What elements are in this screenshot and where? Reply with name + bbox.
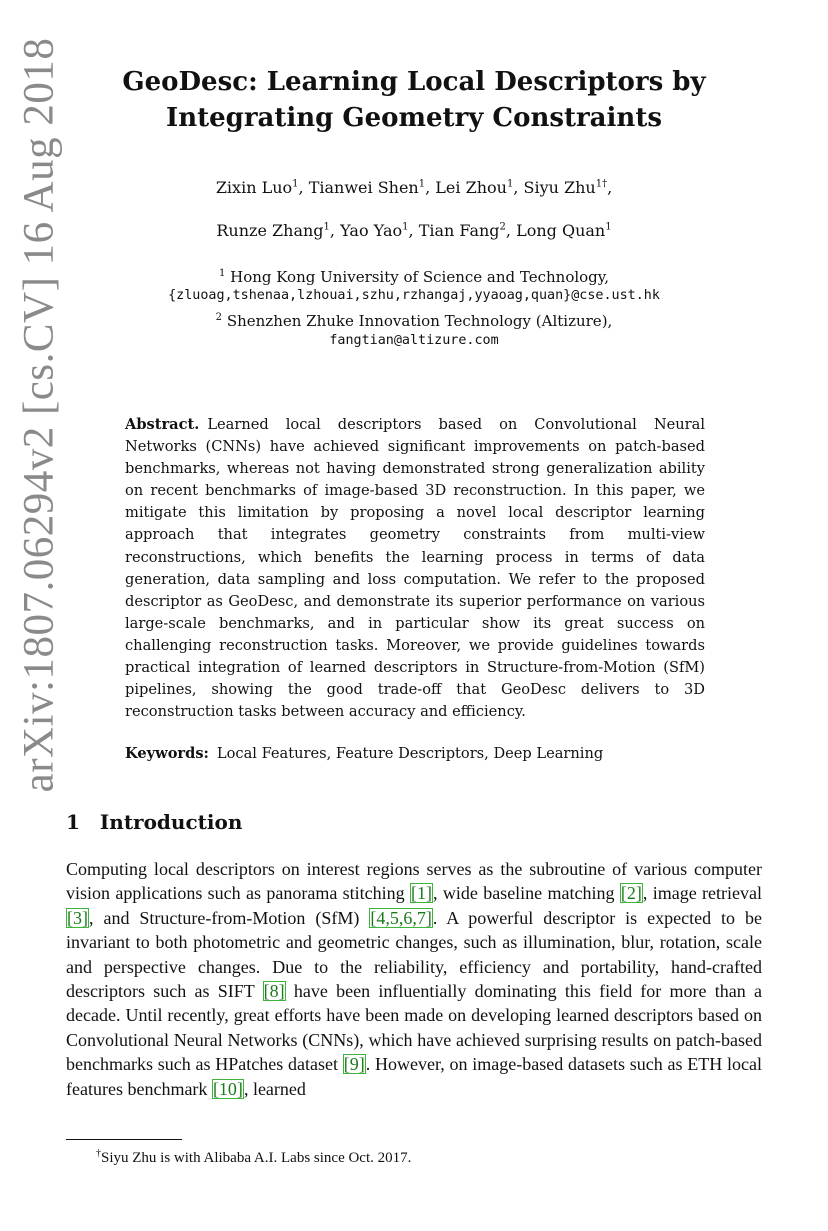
author-name: Tian Fang (418, 221, 500, 240)
author-affiliation-mark: 1 (418, 178, 426, 190)
author-name: Runze Zhang (216, 221, 324, 240)
intro-paragraph (66, 857, 762, 1101)
footnote (96, 1148, 411, 1167)
abstract (125, 414, 705, 723)
section-title: Introduction (99, 810, 243, 834)
author-name: Lei Zhou (435, 178, 507, 197)
keywords-text: Local Features, Feature Descriptors, Deep Learning (216, 745, 604, 762)
affiliation-1-email: {zluoag,tshenaa,lzhouai,szhu,rzhangaj,yyaoag,quan}@cse.ust.hk (168, 288, 660, 303)
citation-link[interactable]: [1] (411, 883, 433, 904)
footnote-text: Siyu Zhu is with Alibaba A.I. Labs since Oct. 2017. (101, 1150, 412, 1166)
arxiv-identifier-text: arXiv:1807.06294v2 [cs.CV] 16 Aug 2018 (15, 37, 63, 793)
author-affiliation-mark: 1 (292, 178, 299, 190)
affiliation-2 (100, 307, 728, 332)
author-list-line-2: Runze Zhang$^1$, Yao Yao$^1$, Tian Fang$^2$, Long Quan$^1$ (216, 221, 612, 240)
body-text: . A powerful descriptor is expected to be invariant to both photometric and geometric changes, such as illumination, blur, rotation, scale and perspective changes. Due to the reliability, efficiency and portability, hand-crafted descriptors such as SIFT (66, 907, 763, 1002)
citation-link[interactable]: [8] (263, 981, 285, 1002)
keywords (125, 745, 725, 762)
abstract-text: Learned local descriptors based on Convolutional Neural Networks (CNNs) have achieved significant improvements on patch-based benchmarks, whereas not having demonstrated strong generalization ability on recent benchmarks of image-based 3D reconstruction. In this paper, we mitigate this limitation by proposing a novel local descriptor learning approach that integrates geometry constraints from multi-view reconstructions, which benefits the learning process in terms of data generation, data sampling and loss computation. We refer to the proposed descriptor as GeoDesc, and demonstrate its superior performance on various large-scale benchmarks, and in particular show its great success on challenging reconstruction tasks. Moreover, we provide guidelines towards practical integration of learned descriptors in Structure-from-Motion (SfM) pipelines, showing the good trade-off that GeoDesc delivers to 3D reconstruction tasks between accuracy and efficiency. (125, 416, 705, 721)
author-name: Yao Yao (340, 221, 403, 240)
citation-link[interactable]: [10] (212, 1078, 243, 1099)
body-text: have been influentially dominating this field for more than a decade. Until recently, great efforts have been made on developing learned descriptors based on Convolutional Neural Networks (CNNs), which have achieved surprising results on patch-based benchmarks such as HPatches dataset (66, 981, 763, 1075)
keywords-label: Keywords: (125, 745, 209, 762)
author-affiliation-mark: 1 (506, 178, 514, 190)
body-text: , image retrieval (642, 883, 762, 904)
affiliation-mark: 2 (215, 312, 223, 323)
author-name: Tianwei Shen (308, 178, 419, 197)
citation-link[interactable]: [2] (620, 883, 642, 904)
paper-title-line-1: GeoDesc: Learning Local Descriptors by (122, 67, 706, 97)
author-name: Zixin Luo (215, 178, 293, 197)
affiliation-2-name: Shenzhen Zhuke Innovation Technology (Altizure), (226, 312, 613, 330)
citation-link[interactable]: [4,5,6,7] (370, 907, 432, 928)
author-affiliation-mark: 1† (595, 178, 608, 190)
abstract-label: Abstract. (125, 416, 200, 433)
author-affiliation-mark: 1 (402, 221, 409, 233)
citation-link[interactable]: [9] (343, 1054, 365, 1075)
footnote-mark: † (96, 1148, 101, 1159)
author-affiliation-mark: 2 (499, 221, 506, 233)
section-heading (66, 810, 242, 834)
author-name: Long Quan (516, 221, 606, 240)
body-text: . However, on image-based datasets such as ETH local features benchmark (66, 1054, 762, 1099)
arxiv-identifier-stamp (8, 37, 70, 793)
author-affiliation-mark: 1 (323, 221, 330, 233)
footnote-divider (66, 1139, 182, 1140)
paper-title (100, 64, 728, 136)
affiliation-1-name: Hong Kong University of Science and Technology, (230, 268, 610, 286)
paper-title-line-2: Integrating Geometry Constraints (166, 103, 662, 133)
author-affiliation-mark: 1 (605, 221, 612, 233)
body-text: , wide baseline matching (433, 883, 620, 904)
body-text: Computing local descriptors on interest regions serves as the subroutine of various computer vision applications such as panorama stitching (66, 859, 762, 904)
author-name: Siyu Zhu (523, 178, 596, 197)
body-text: , and Structure-from-Motion (SfM) (89, 907, 370, 928)
section-number: 1 (66, 810, 80, 834)
affiliation-mark: 1 (218, 268, 226, 279)
affiliation-2-email: fangtian@altizure.com (329, 333, 499, 348)
author-list-line-1: Zixin Luo$^1$, Tianwei Shen$^1$, Lei Zhou$^1$, Siyu Zhu$^{1\dagger}$, (215, 178, 613, 197)
body-text: , learned (243, 1078, 306, 1099)
citation-link[interactable]: [3] (67, 907, 88, 928)
